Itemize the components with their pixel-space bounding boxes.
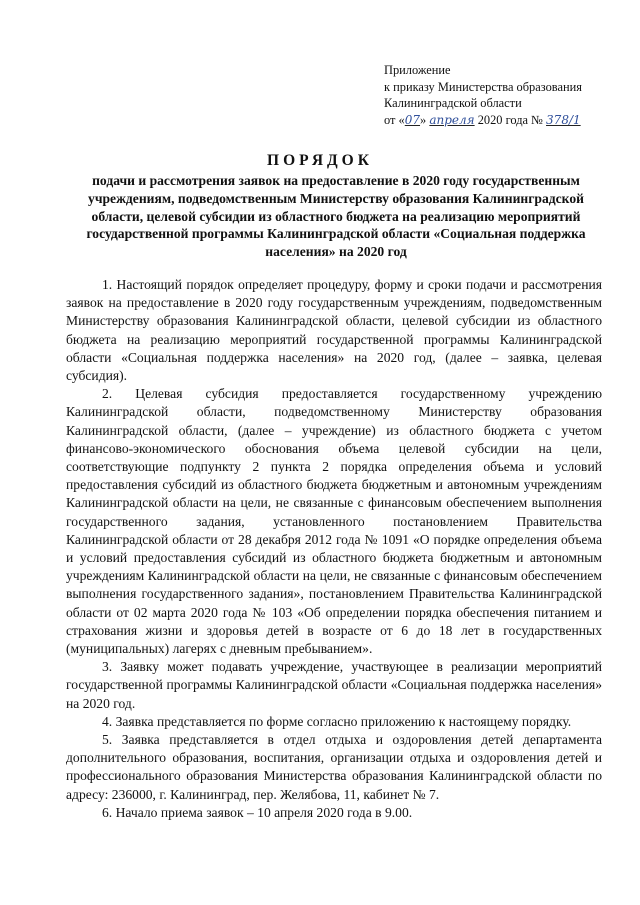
paragraph-2: 2. Целевая субсидия предоставляется государственному учреждению Калининградской области, подведомственному Министерству образования Калининградской области, (далее – учреждение) из областного бюджета с учетом финансово-экономического обоснования объема целевой субсидии на цели, соответствующие подпункту 2 пункта 2 порядка определения объема и условий предоставления субсидий из областного бюджета бюджетным и автономным учреждениям Калининградской области на цели, не связанные с финансовым обеспечением выполнения государственного задания, установленного постановлением Правительства Калининградской области от 28 декабря 2012 года № 1091 «О порядке определения объема и условий предоставления субсидий из областного бюджета бюджетным и автономным учреждениям Калининградской области на цели, не связанные с финансовым обеспечением выполнения государственного задания», постановлением Правительства Калининградской области от 02 марта 2020 года № 103 «Об определении порядка обеспечения питанием и страхования жизни и здоровья детей в возрасте от 6 до 18 лет в государственных (муниципальных) лагерях с дневным пребыванием». [66, 386, 602, 657]
paragraph-6: 6. Начало приема заявок – 10 апреля 2020 года в 9.00. [102, 804, 413, 820]
handwritten-month: апреля [429, 112, 475, 127]
paragraph-4: 4. Заявка представляется по форме согласно приложению к настоящему порядку. [102, 713, 572, 729]
handwritten-day: 07 [404, 112, 421, 127]
paragraph-5: 5. Заявка представляется в отдел отдыха и оздоровления детей департамента дополнительного образования, воспитания, организации отдыха и оздоровления детей и профессионального образования Министерства образования Калининградской области по адресу: 236000, г. Калининград, пер. Желябова, 11, кабинет № 7. [66, 732, 602, 802]
paragraph-3: 3. Заявку может подавать учреждение, участвующее в реализации мероприятий государственной программы Калининградской области «Социальная поддержка населения» на 2020 год. [66, 659, 602, 711]
annex-line-3: Калининградской области [384, 96, 522, 110]
annex-line-1: Приложение [384, 63, 451, 77]
date-year-text: 2020 года № [477, 112, 543, 127]
annex-date-line [384, 112, 624, 129]
document-title: ПОРЯДОК [267, 152, 373, 169]
date-mid: » [420, 112, 427, 127]
date-prefix: от « [384, 112, 405, 127]
annex-line-2: к приказу Министерства образования [384, 79, 582, 94]
paragraph-1: 1. Настоящий порядок определяет процедуру, форму и сроки подачи и рассмотрения заявок на предоставление в 2020 году государственным учреждениям, подведомственным Министерству образования Калининградской области, целевой субсидии из областного бюджета на реализацию мероприятий государственной программы Калининградской области «Социальная поддержка населения» на 2020 год, (далее – заявка, целевая субсидия). [66, 277, 602, 384]
annex-block [384, 62, 624, 128]
handwritten-order-number: 378/1 [546, 112, 581, 127]
document-body [66, 276, 602, 822]
document-subtitle: подачи и рассмотрения заявок на предоставление в 2020 году государственным учреждениям, подведомственным Министерству образования Калининградской области, целевой субсидии из областного бюджета на реализацию мероприятий государственной программы Калининградской области «Социальная поддержка населения» на 2020 год [86, 173, 586, 260]
